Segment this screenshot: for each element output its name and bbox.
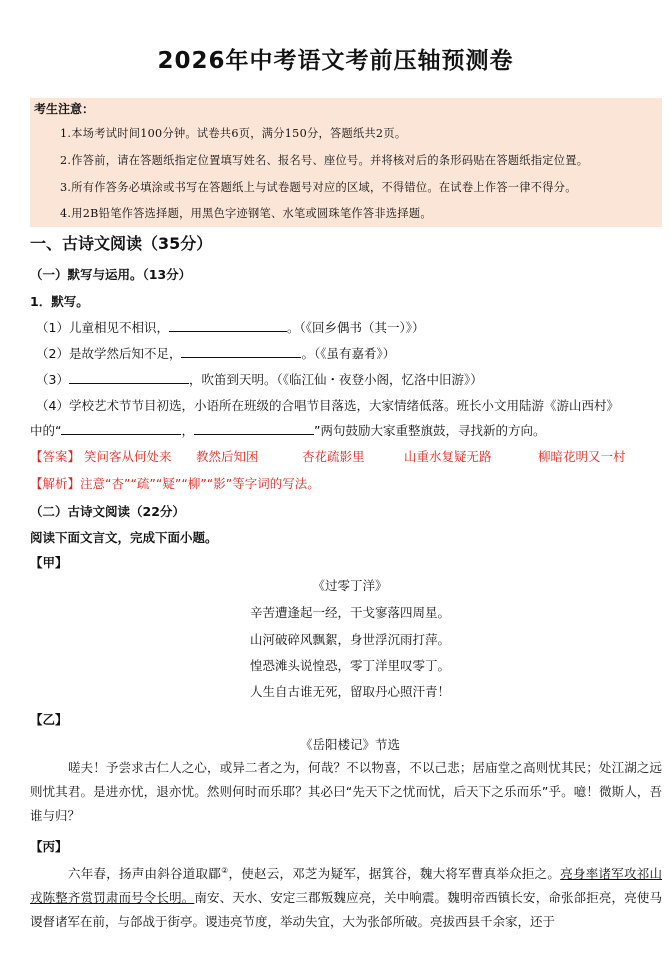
question-heading: 1．默写。 — [30, 294, 89, 309]
dictation-line-3 — [36, 370, 483, 388]
line-text: ”两句鼓励大家重整旗鼓，寻找新的方向。 — [314, 423, 546, 438]
dictation-line-2 — [36, 344, 395, 362]
notice-item: 4.用2B铅笔作答选择题，用黑色字迹钢笔、水笔或圆珠笔作答非选择题。 — [60, 207, 432, 220]
passage-text: ，使赵云，邓芝为疑军，据箕谷，魏大将军曹真举众拒之。 — [228, 866, 561, 882]
dictation-line-1 — [36, 318, 424, 336]
passage-text: 六年春，扬声由斜谷道取郿 — [68, 866, 222, 882]
footnote-mark: ② — [221, 866, 229, 875]
poem-line: 人生自古谁无死，留取丹心照汗青！ — [249, 684, 450, 699]
line-text: 。（《虽有嘉肴》） — [301, 346, 396, 361]
answer-item: 柳暗花明又一村 — [537, 449, 626, 464]
answer-item: 教然后知困 — [195, 449, 259, 464]
answer-label: 【答案】 — [30, 449, 81, 464]
line-text: （2）是故学然后知不足， — [36, 346, 182, 361]
underlined-sentence: 亮身率诸军攻祁山戎陈整齐赏罚肃而号令长明。 — [30, 866, 662, 906]
line-text: 。（《回乡偶书（其一）》） — [286, 320, 425, 335]
poem-title: 《过零丁洋》 — [312, 578, 388, 593]
line-text: （1）儿童相见不相识， — [36, 320, 169, 335]
poem-line: 山河破碎风飘絮，身世浮沉雨打萍。 — [249, 632, 450, 647]
notice-heading: 考生注意： — [34, 102, 95, 116]
instruction: 阅读下面文言文，完成下面小题。 — [30, 530, 218, 545]
passage-bing — [30, 859, 662, 959]
line-text: ， — [181, 423, 194, 438]
line-text: 中的“ — [30, 423, 62, 438]
answer-item: 山重水复疑无路 — [403, 449, 492, 464]
answer-line — [30, 447, 625, 465]
answer-blank[interactable] — [69, 371, 189, 384]
notice-item: 2.作答前，请在答题纸指定位置填写姓名、报名号、座位号。并将核对后的条形码贴在答题纸指定位置。 — [60, 154, 589, 167]
passage-text: 南安、天水、安定三郡叛魏应亮，关中响震。魏明帝西镇长安，命张郃拒亮，亮使马谡督诸军在前，与郃战于街亭。谡违亮节度，举动失宜，大为张郃所破。亮拔西县千余家，还于 — [30, 890, 662, 930]
answer-blank[interactable] — [61, 422, 181, 435]
poem-line: 辛苦遭逢起一经，干戈寥落四周星。 — [249, 605, 450, 620]
answer-blank[interactable] — [169, 319, 287, 332]
part-heading: （二）古诗文阅读（22分） — [30, 504, 185, 519]
notice-box — [30, 98, 662, 227]
passage-title: 《岳阳楼记》节选 — [299, 737, 400, 752]
label-yi: 【乙】 — [30, 712, 68, 727]
line-text: ，吹笛到天明。（《临江仙・夜登小阁，忆洛中旧游》） — [188, 372, 483, 387]
line-text: （3） — [36, 372, 69, 387]
passage-yi: 嗟夫！予尝求古仁人之心，或异二者之为，何哉？不以物喜，不以己悲；居庙堂之高则忧其民；处江湖之远则忧其君。是进亦忧，退亦忧。然则何时而乐耶？其必曰“先天下之忧而忧，后天下之乐而乐”乎。噫！微斯人，吾谁与归？ — [30, 760, 662, 823]
notice-item: 1.本场考试时间100分钟。试卷共6页，满分150分，答题纸共2页。 — [60, 127, 407, 140]
poem-line: 惶恐滩头说惶恐，零丁洋里叹零丁。 — [249, 658, 450, 673]
label-jia: 【甲】 — [30, 555, 68, 570]
section-heading: 一、古诗文阅读（35分） — [30, 234, 213, 253]
dictation-line-4b — [30, 421, 545, 439]
answer-item: 笑问客从何处来 — [84, 449, 172, 464]
exam-title: 2026年中考语文考前压轴预测卷 — [157, 48, 514, 74]
answer-blank[interactable] — [181, 345, 301, 358]
answer-item: 杏花疏影里 — [301, 449, 365, 464]
label-bing: 【丙】 — [30, 839, 68, 854]
analysis-line: 【解析】注意“杏”“疏”“疑”“柳”“影”等字词的写法。 — [30, 476, 320, 491]
part-heading: （一）默写与运用。（13分） — [30, 267, 192, 282]
dictation-line-4: （4）学校艺术节节目初选，小语所在班级的合唱节目落选，大家情绪低落。班长小文用陆游《游山西村》 — [36, 398, 619, 413]
answer-blank[interactable] — [194, 422, 314, 435]
notice-item: 3.所有作答务必填涂或书写在答题纸上与试卷题号对应的区域，不得错位。在试卷上作答一律不得分。 — [60, 181, 577, 194]
